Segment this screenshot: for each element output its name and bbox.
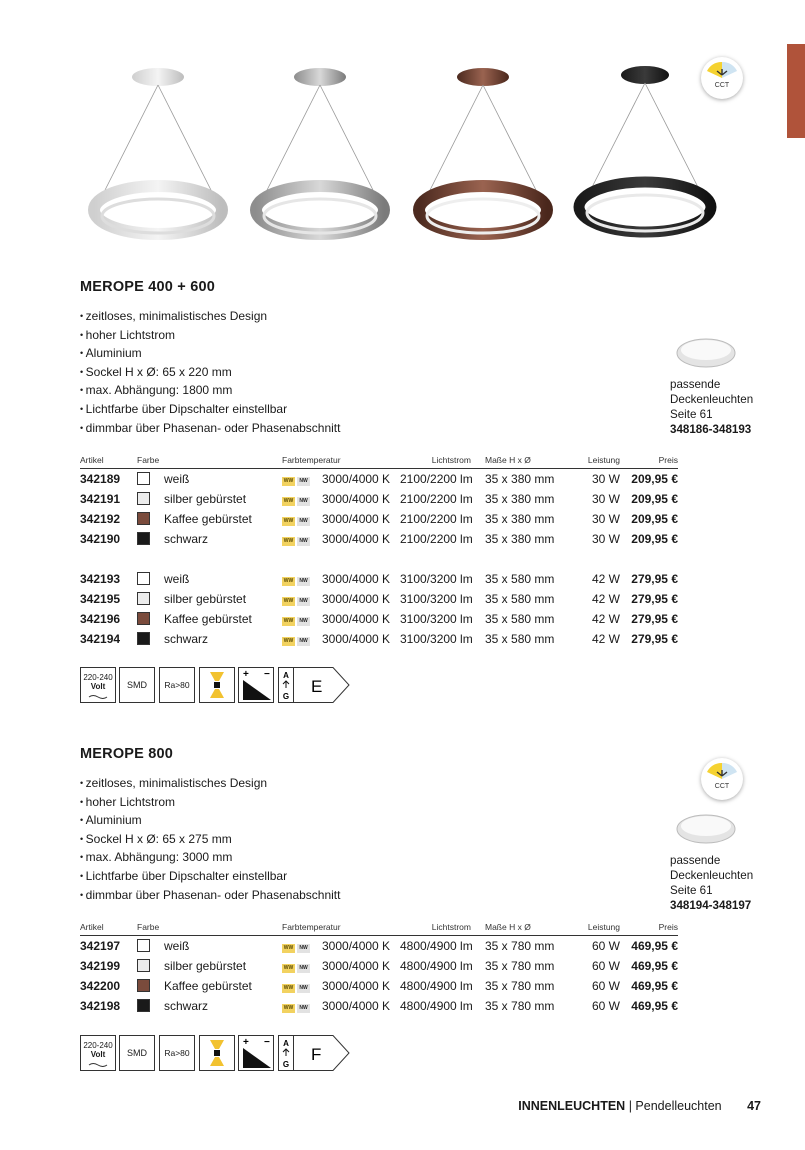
side-article-range: 348194-348197	[670, 899, 752, 912]
col-farbe: Farbe	[137, 455, 282, 469]
table-row	[80, 469, 678, 490]
table-row	[80, 976, 678, 996]
color-swatch	[137, 512, 150, 525]
side-article-range: 348186-348193	[670, 423, 752, 436]
table-row	[80, 629, 678, 649]
side-text: Deckenleuchten	[670, 869, 754, 882]
color-swatch	[137, 532, 150, 545]
energy-class-arrow	[293, 1035, 351, 1071]
dim-plus: +	[243, 669, 249, 680]
col-farbtemp: Farbtemperatur	[282, 455, 400, 469]
warm-white-tag: WW	[283, 578, 294, 584]
color-swatch	[137, 572, 150, 585]
warm-white-tag: WW	[283, 1005, 294, 1011]
ac-wave-icon	[88, 1062, 108, 1067]
voltage-unit: Volt	[90, 1050, 106, 1059]
article-number: 342190	[80, 532, 121, 546]
dimensions: 35 x 380 mm	[485, 532, 555, 546]
color-name: weiß	[164, 939, 190, 953]
article-number: 342196	[80, 612, 121, 626]
color-temperature: 3000/4000 K	[322, 592, 391, 606]
neutral-white-tag: NW	[297, 637, 310, 646]
energy-scale-icon	[278, 667, 294, 703]
side-page-ref: Seite 61	[670, 884, 713, 897]
lamp-image-coffee	[419, 68, 547, 234]
warm-white-tag: WW	[283, 498, 294, 504]
article-number: 342194	[80, 632, 121, 646]
luminous-flux: 3100/3200 lm	[400, 612, 473, 626]
luminous-flux: 4800/4900 lm	[400, 939, 473, 953]
col-masse: Maße H x Ø	[485, 455, 565, 469]
article-number: 342192	[80, 512, 121, 526]
wattage: 60 W	[591, 939, 620, 953]
dimensions: 35 x 780 mm	[485, 939, 555, 953]
wattage: 42 W	[591, 592, 620, 606]
col-preis: Preis	[620, 455, 678, 469]
table-row	[80, 996, 678, 1016]
warm-white-tag: WW	[283, 518, 294, 524]
dim-minus: −	[264, 669, 270, 680]
table-row	[80, 509, 678, 529]
color-temperature: 3000/4000 K	[322, 632, 391, 646]
color-swatch	[137, 959, 150, 972]
table-row	[80, 609, 678, 629]
feature-list	[80, 774, 340, 904]
col-lichtstrom: Lichtstrom	[400, 455, 485, 469]
spec-table	[80, 922, 678, 1016]
neutral-white-tag: NW	[297, 944, 310, 953]
luminous-flux: 4800/4900 lm	[400, 959, 473, 973]
footer-subcategory: Pendelleuchten	[635, 1099, 722, 1113]
color-swatch-cell	[137, 529, 164, 549]
color-name: schwarz	[164, 999, 209, 1013]
warm-white-tag: WW	[283, 638, 294, 644]
color-temperature: 3000/4000 K	[322, 939, 391, 953]
article-number: 342198	[80, 999, 121, 1013]
price: 209,95 €	[631, 472, 678, 486]
luminous-flux: 4800/4900 lm	[400, 979, 473, 993]
side-text: passende	[670, 378, 721, 391]
price: 209,95 €	[631, 492, 678, 506]
wattage: 42 W	[591, 632, 620, 646]
color-temp-tags	[282, 489, 322, 509]
wattage: 30 W	[591, 532, 620, 546]
cct-badge	[701, 57, 743, 99]
color-swatch-cell	[137, 976, 164, 996]
price: 279,95 €	[631, 612, 678, 626]
color-temp-tags	[282, 956, 322, 976]
color-temp-tags	[282, 936, 322, 957]
warm-white-tag: WW	[283, 945, 294, 951]
article-number: 342200	[80, 979, 121, 993]
voltage-icon	[80, 1035, 116, 1071]
feature-item: • zeitloses, minimalistisches Design	[80, 774, 340, 793]
voltage-icon	[80, 667, 116, 703]
scale-a: A	[283, 671, 289, 680]
price: 279,95 €	[631, 572, 678, 586]
feature-item: • hoher Lichtstrom	[80, 793, 340, 812]
lamp-image-white	[94, 68, 222, 234]
col-farbtemp: Farbtemperatur	[282, 922, 400, 936]
side-text: passende	[670, 854, 721, 867]
neutral-white-tag: NW	[297, 497, 310, 506]
article-number: 342199	[80, 959, 121, 973]
matching-ceiling-lights	[670, 853, 753, 913]
color-name: schwarz	[164, 632, 209, 646]
cct-icon	[701, 758, 743, 800]
up-down-light-icon	[199, 1035, 235, 1071]
neutral-white-tag: NW	[297, 984, 310, 993]
dimensions: 35 x 780 mm	[485, 999, 555, 1013]
color-temp-tags	[282, 609, 322, 629]
luminous-flux: 4800/4900 lm	[400, 999, 473, 1013]
table-spacer-row	[80, 549, 678, 569]
product-title: MEROPE 800	[80, 746, 174, 762]
warm-white-tag: WW	[283, 538, 294, 544]
color-temperature: 3000/4000 K	[322, 612, 391, 626]
color-temp-tags	[282, 996, 322, 1016]
neutral-white-tag: NW	[297, 517, 310, 526]
article-number: 342189	[80, 472, 121, 486]
color-name: silber gebürstet	[164, 492, 247, 506]
color-name: weiß	[164, 472, 190, 486]
cct-label: CCT	[714, 783, 730, 790]
wattage: 60 W	[591, 959, 620, 973]
warm-white-tag: WW	[283, 965, 294, 971]
spec-table	[80, 455, 678, 649]
warm-white-tag: WW	[283, 478, 294, 484]
wattage: 30 W	[591, 492, 620, 506]
color-swatch-cell	[137, 956, 164, 976]
col-leistung: Leistung	[565, 455, 620, 469]
article-number: 342193	[80, 572, 121, 586]
table-row	[80, 936, 678, 957]
feature-list	[80, 307, 340, 437]
color-swatch	[137, 592, 150, 605]
color-swatch	[137, 632, 150, 645]
ac-wave-icon	[88, 694, 108, 699]
article-number: 342191	[80, 492, 121, 506]
color-name: Kaffee gebürstet	[164, 979, 252, 993]
color-temp-tags	[282, 529, 322, 549]
color-temperature: 3000/4000 K	[322, 979, 391, 993]
price: 469,95 €	[631, 979, 678, 993]
feature-item: • dimmbar über Phasenan- oder Phasenabschnitt	[80, 419, 340, 438]
feature-item: • Sockel H x Ø: 65 x 275 mm	[80, 830, 340, 849]
wattage: 30 W	[591, 472, 620, 486]
feature-item: • Lichtfarbe über Dipschalter einstellbar	[80, 400, 340, 419]
price: 209,95 €	[631, 532, 678, 546]
up-down-light-icon	[199, 667, 235, 703]
neutral-white-tag: NW	[297, 477, 310, 486]
neutral-white-tag: NW	[297, 1004, 310, 1013]
ceiling-light-image	[675, 335, 737, 371]
article-number: 342195	[80, 592, 121, 606]
wattage: 30 W	[591, 512, 620, 526]
voltage-range: 220-240	[83, 673, 113, 682]
color-swatch-cell	[137, 469, 164, 490]
col-leistung: Leistung	[565, 922, 620, 936]
neutral-white-tag: NW	[297, 537, 310, 546]
color-swatch	[137, 939, 150, 952]
color-swatch-cell	[137, 936, 164, 957]
dimensions: 35 x 580 mm	[485, 592, 555, 606]
page-number: 47	[747, 1099, 761, 1113]
feature-item: • Lichtfarbe über Dipschalter einstellbar	[80, 867, 340, 886]
dimensions: 35 x 380 mm	[485, 512, 555, 526]
col-artikel: Artikel	[80, 455, 137, 469]
luminous-flux: 2100/2200 lm	[400, 492, 473, 506]
neutral-white-tag: NW	[297, 964, 310, 973]
price: 209,95 €	[631, 512, 678, 526]
color-name: silber gebürstet	[164, 592, 247, 606]
color-temp-tags	[282, 509, 322, 529]
feature-item: • dimmbar über Phasenan- oder Phasenabschnitt	[80, 886, 340, 905]
color-temperature: 3000/4000 K	[322, 492, 391, 506]
color-temp-tags	[282, 589, 322, 609]
feature-item: • Aluminium	[80, 811, 340, 830]
footer-category: INNENLEUCHTEN	[518, 1099, 626, 1113]
scale-g: G	[282, 692, 290, 701]
price: 469,95 €	[631, 999, 678, 1013]
color-swatch-cell	[137, 509, 164, 529]
table-row	[80, 529, 678, 549]
feature-item: • Aluminium	[80, 344, 340, 363]
cct-label: CCT	[714, 82, 730, 89]
dimensions: 35 x 380 mm	[485, 492, 555, 506]
voltage-range: 220-240	[83, 1041, 113, 1050]
wattage: 60 W	[591, 979, 620, 993]
col-preis: Preis	[620, 922, 678, 936]
luminous-flux: 3100/3200 lm	[400, 632, 473, 646]
lamp-image-silver	[256, 68, 384, 234]
color-name: Kaffee gebürstet	[164, 612, 252, 626]
energy-scale-icon	[278, 1035, 294, 1071]
scale-a: A	[283, 1039, 289, 1048]
neutral-white-tag: NW	[297, 617, 310, 626]
product-title: MEROPE 400 + 600	[80, 279, 215, 295]
energy-class: E	[311, 677, 323, 696]
table-row	[80, 569, 678, 589]
energy-class-arrow	[293, 667, 351, 703]
dimensions: 35 x 780 mm	[485, 979, 555, 993]
color-name: weiß	[164, 572, 190, 586]
color-name: schwarz	[164, 532, 209, 546]
color-swatch-cell	[137, 609, 164, 629]
luminous-flux: 2100/2200 lm	[400, 472, 473, 486]
neutral-white-tag: NW	[297, 597, 310, 606]
color-temperature: 3000/4000 K	[322, 472, 391, 486]
dimensions: 35 x 380 mm	[485, 472, 555, 486]
dimensions: 35 x 780 mm	[485, 959, 555, 973]
dim-plus: +	[243, 1037, 249, 1048]
color-swatch-cell	[137, 629, 164, 649]
col-artikel: Artikel	[80, 922, 137, 936]
col-masse: Maße H x Ø	[485, 922, 565, 936]
dim-minus: −	[264, 1037, 270, 1048]
dimensions: 35 x 580 mm	[485, 632, 555, 646]
luminous-flux: 3100/3200 lm	[400, 572, 473, 586]
color-temperature: 3000/4000 K	[322, 959, 391, 973]
ra-icon: Ra>80	[159, 667, 195, 703]
color-temperature: 3000/4000 K	[322, 532, 391, 546]
color-swatch-cell	[137, 996, 164, 1016]
voltage-unit: Volt	[90, 682, 106, 691]
color-temperature: 3000/4000 K	[322, 572, 391, 586]
color-temp-tags	[282, 569, 322, 589]
wattage: 42 W	[591, 612, 620, 626]
dimensions: 35 x 580 mm	[485, 612, 555, 626]
luminous-flux: 2100/2200 lm	[400, 512, 473, 526]
energy-class: F	[311, 1045, 322, 1064]
color-swatch	[137, 472, 150, 485]
table-header-row	[80, 455, 678, 469]
color-swatch	[137, 999, 150, 1012]
page-footer	[518, 1099, 761, 1113]
table-header-row	[80, 922, 678, 936]
luminous-flux: 3100/3200 lm	[400, 592, 473, 606]
table-row	[80, 956, 678, 976]
wattage: 60 W	[591, 999, 620, 1013]
color-swatch	[137, 492, 150, 505]
color-temp-tags	[282, 469, 322, 490]
lamp-image-black	[579, 66, 711, 232]
scale-g: G	[282, 1060, 290, 1069]
color-temperature: 3000/4000 K	[322, 999, 391, 1013]
col-farbe: Farbe	[137, 922, 282, 936]
warm-white-tag: WW	[283, 598, 294, 604]
color-swatch	[137, 612, 150, 625]
color-swatch	[137, 979, 150, 992]
price: 469,95 €	[631, 959, 678, 973]
table-row	[80, 489, 678, 509]
footer-separator: |	[628, 1099, 636, 1113]
side-text: Deckenleuchten	[670, 393, 754, 406]
side-page-ref: Seite 61	[670, 408, 713, 421]
dimmable-icon	[238, 1035, 274, 1071]
ceiling-light-image	[675, 811, 737, 847]
warm-white-tag: WW	[283, 985, 294, 991]
color-name: silber gebürstet	[164, 959, 247, 973]
feature-item: • max. Abhängung: 1800 mm	[80, 381, 340, 400]
matching-ceiling-lights	[670, 377, 753, 437]
dimmable-icon	[238, 667, 274, 703]
chapter-tab-marker	[787, 44, 805, 138]
ra-icon: Ra>80	[159, 1035, 195, 1071]
warm-white-tag: WW	[283, 618, 294, 624]
price: 279,95 €	[631, 632, 678, 646]
article-number: 342197	[80, 939, 121, 953]
feature-item: • zeitloses, minimalistisches Design	[80, 307, 340, 326]
color-name: Kaffee gebürstet	[164, 512, 252, 526]
product-images	[80, 55, 730, 250]
color-temp-tags	[282, 629, 322, 649]
color-swatch-cell	[137, 589, 164, 609]
price: 279,95 €	[631, 592, 678, 606]
wattage: 42 W	[591, 572, 620, 586]
table-row	[80, 589, 678, 609]
cct-badge	[701, 758, 743, 800]
luminous-flux: 2100/2200 lm	[400, 532, 473, 546]
color-temperature: 3000/4000 K	[322, 512, 391, 526]
feature-item: • Sockel H x Ø: 65 x 220 mm	[80, 363, 340, 382]
dimensions: 35 x 580 mm	[485, 572, 555, 586]
color-swatch-cell	[137, 489, 164, 509]
neutral-white-tag: NW	[297, 577, 310, 586]
smd-icon: SMD	[119, 667, 155, 703]
price: 469,95 €	[631, 939, 678, 953]
feature-item: • hoher Lichtstrom	[80, 326, 340, 345]
cct-icon	[701, 57, 743, 99]
col-lichtstrom: Lichtstrom	[400, 922, 485, 936]
feature-item: • max. Abhängung: 3000 mm	[80, 848, 340, 867]
smd-icon: SMD	[119, 1035, 155, 1071]
color-temp-tags	[282, 976, 322, 996]
color-swatch-cell	[137, 569, 164, 589]
